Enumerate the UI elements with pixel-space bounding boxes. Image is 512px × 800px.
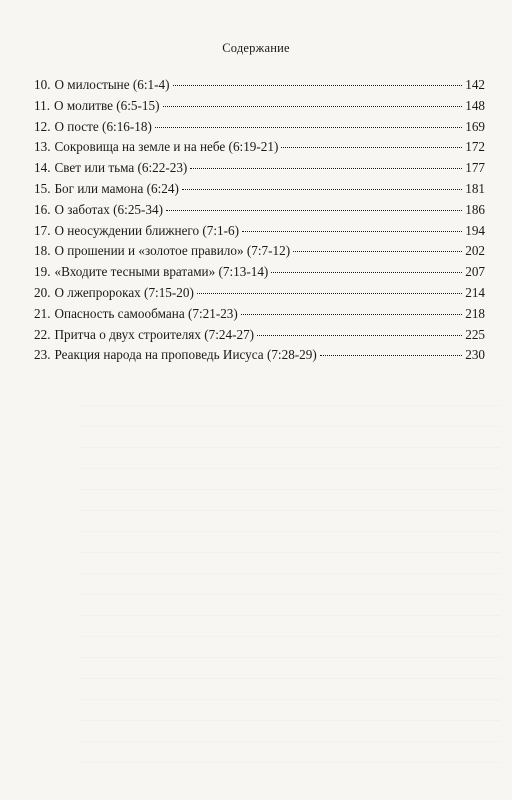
toc-entry-title: О посте (6:16-18) bbox=[54, 118, 152, 134]
toc-entry-number: 12. bbox=[34, 118, 51, 134]
toc-entry-title: Опасность самообмана (7:21-23) bbox=[54, 305, 238, 321]
toc-entry[interactable] bbox=[34, 243, 485, 264]
toc-entry-page: 194 bbox=[465, 222, 485, 238]
toc-dot-leader bbox=[320, 355, 462, 356]
toc-entry-number: 16. bbox=[34, 201, 51, 217]
toc-dot-leader bbox=[293, 251, 462, 252]
toc-entry[interactable] bbox=[34, 327, 485, 348]
toc-entry-page: 214 bbox=[465, 284, 485, 300]
toc-entry[interactable] bbox=[34, 202, 485, 223]
toc-entry[interactable] bbox=[34, 223, 485, 244]
toc-entry-page: 181 bbox=[465, 180, 485, 196]
toc-entry-title: Реакция народа на проповедь Иисуса (7:28-29) bbox=[54, 347, 317, 363]
toc-entry[interactable] bbox=[34, 77, 485, 98]
toc-entry-title: Сокровища на земле и на небе (6:19-21) bbox=[54, 139, 279, 155]
bleed-through-texture bbox=[80, 385, 500, 763]
toc-dot-leader bbox=[242, 231, 462, 232]
toc-dot-leader bbox=[163, 106, 463, 107]
toc-entry[interactable] bbox=[34, 98, 485, 119]
toc-entry-page: 225 bbox=[465, 326, 485, 342]
toc-dot-leader bbox=[197, 293, 462, 294]
toc-entry[interactable] bbox=[34, 347, 485, 368]
toc-dot-leader bbox=[182, 189, 462, 190]
toc-entry-title: Притча о двух строителях (7:24-27) bbox=[54, 326, 255, 342]
toc-entry-page: 230 bbox=[465, 347, 485, 363]
toc-entry-title: О заботах (6:25-34) bbox=[54, 201, 163, 217]
toc-entry[interactable] bbox=[34, 285, 485, 306]
toc-entry-title: Свет или тьма (6:22-23) bbox=[54, 160, 188, 176]
toc-entry-title: Бог или мамона (6:24) bbox=[54, 180, 179, 196]
toc-entry-number: 18. bbox=[34, 243, 51, 259]
toc-entry-page: 177 bbox=[465, 160, 485, 176]
toc-dot-leader bbox=[241, 314, 462, 315]
toc-dot-leader bbox=[173, 85, 463, 86]
toc-entry[interactable] bbox=[34, 181, 485, 202]
toc-entry[interactable] bbox=[34, 139, 485, 160]
toc-entry-page: 186 bbox=[465, 201, 485, 217]
toc-dot-leader bbox=[257, 335, 462, 336]
toc-entry-number: 17. bbox=[34, 222, 51, 238]
toc-dot-leader bbox=[281, 147, 462, 148]
toc-dot-leader bbox=[166, 210, 462, 211]
toc-entry[interactable] bbox=[34, 306, 485, 327]
running-head: Содержание bbox=[222, 41, 290, 55]
toc-entry-page: 172 bbox=[465, 139, 485, 155]
toc-dot-leader bbox=[190, 168, 462, 169]
toc-entry-title: О лжепророках (7:15-20) bbox=[54, 284, 194, 300]
toc-entry-page: 142 bbox=[465, 77, 485, 92]
toc-entry-number: 23. bbox=[34, 347, 51, 363]
toc-entry-title: «Входите тесными вратами» (7:13-14) bbox=[54, 264, 269, 280]
toc-entry-number: 13. bbox=[34, 139, 51, 155]
toc-entry-number: 11. bbox=[34, 97, 50, 113]
toc-entry-number: 10. bbox=[34, 77, 51, 92]
toc-entry-page: 169 bbox=[465, 118, 485, 134]
toc-entry-title: О молитве (6:5-15) bbox=[54, 97, 160, 113]
toc-entry[interactable] bbox=[34, 264, 485, 285]
toc-entry-page: 202 bbox=[465, 243, 485, 259]
toc-entry-title: О прошении и «золотое правило» (7:7-12) bbox=[54, 243, 291, 259]
toc-entry-page: 148 bbox=[465, 97, 485, 113]
table-of-contents bbox=[34, 77, 485, 368]
toc-entry[interactable] bbox=[34, 119, 485, 140]
toc-entry-page: 218 bbox=[465, 305, 485, 321]
toc-entry-number: 22. bbox=[34, 326, 51, 342]
toc-entry-number: 20. bbox=[34, 284, 51, 300]
toc-dot-leader bbox=[271, 272, 462, 273]
toc-entry[interactable] bbox=[34, 160, 485, 181]
toc-entry-page: 207 bbox=[465, 264, 485, 280]
toc-entry-title: О милостыне (6:1-4) bbox=[54, 77, 170, 92]
toc-entry-number: 14. bbox=[34, 160, 51, 176]
toc-entry-number: 19. bbox=[34, 264, 51, 280]
toc-entry-number: 21. bbox=[34, 305, 51, 321]
toc-entry-title: О неосуждении ближнего (7:1-6) bbox=[54, 222, 240, 238]
toc-dot-leader bbox=[155, 127, 462, 128]
toc-entry-number: 15. bbox=[34, 180, 51, 196]
